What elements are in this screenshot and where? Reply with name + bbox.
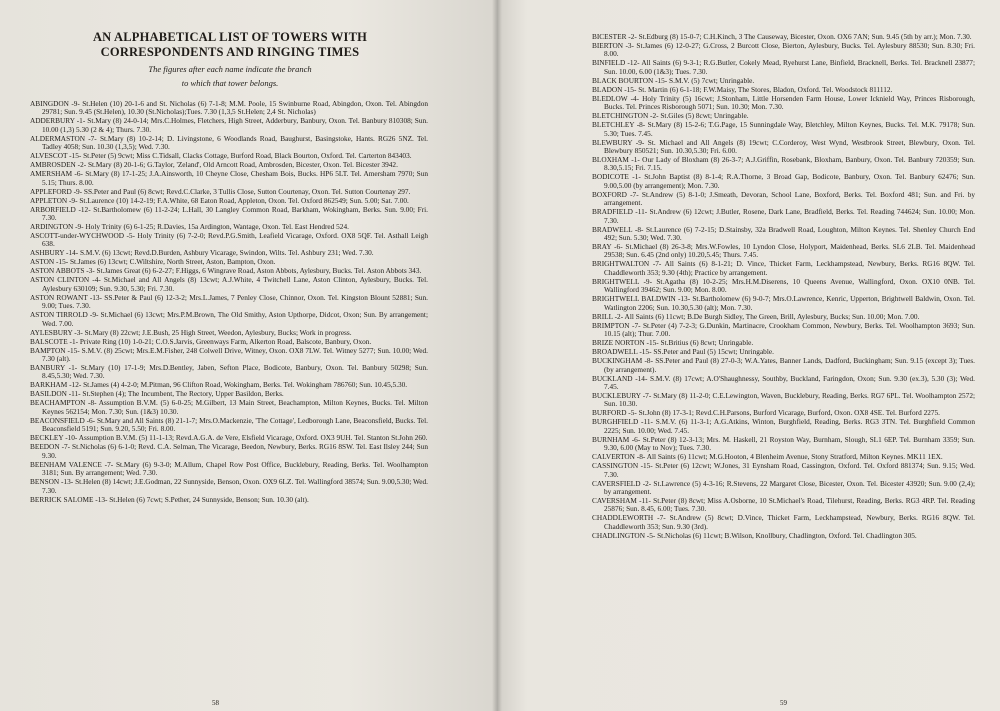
tower-entry: BUCKLEBURY -7- St.Mary (8) 11-2-0; C.E.Lewington, Waven, Bucklebury, Reading, Berks. RG7 6PL. Tel. Woolhampton 2572; Sun. 10.30. [592, 390, 975, 409]
tower-entry: BAMPTON -15- S.M.V. (8) 25cwt; Mrs.E.M.Fisher, 248 Colwell Drive, Witney, Oxon. OX8 7LW. Tel. Witney 5277; Sun. 10.00; Wed. 7.30 (alt). [30, 345, 428, 364]
tower-entry: BRIGHTWELL -9- St.Agatha (8) 10-2-25; Mrs.H.M.Diserens, 10 Queens Avenue, Wallingford, Oxon. OX10 0NB. Tel. Wallingford 39462; Sun. 9.00; Mon. 8.00. [592, 276, 975, 295]
tower-entry: APPLETON -9- St.Laurence (10) 14-2-19; F.A.White, 68 Eaton Road, Appleton, Oxon. Tel. Oxford 862549; Sun. 5.00; Sat. 7.00. [30, 195, 409, 205]
tower-entry: CHADDLEWORTH -7- St.Andrew (5) 8cwt; D.Vince, Thicket Farm, Leckhampstead, Newbury, Berks. RG16 8QW. Tel. Chaddleworth 353; Sun. 9.30 (3rd). [592, 513, 975, 531]
tower-entry: BICESTER -2- St.Edburg (8) 15-0-7; C.H.Kinch, 3 The Causeway, Bicester, Oxon. OX6 7AN; Sun. 9.45 (5th by arr.); Mon. 7.30. [592, 32, 972, 41]
tower-entry: BLETCHLEY -8- St.Mary (8) 15-2-6; T.G.Page, 15 Sunningdale Way, Bletchley, Milton Keynes, Bucks. Tel. M.K. 79178; Sun. 5.30; Tues. 7.45. [592, 120, 975, 138]
book-gutter [492, 0, 502, 711]
subtitle-line-1: The figures after each name indicate the branch [148, 64, 312, 74]
tower-entry: BRILL -2- All Saints (6) 11cwt; B.De Burgh Sidley, The Green, Brill, Aylesbury, Bucks; Sun. 10.00; Mon. 7.00. [592, 311, 920, 321]
right-page [497, 0, 1000, 711]
tower-entry: ASTON ROWANT -13- SS.Peter & Paul (6) 12-3-2; Mrs.L.James, 7 Penley Close, Chinnor, Oxon. Tel. Kingston Blount 52881; Sun. 9.00; Tues. 7.30. [30, 292, 428, 311]
tower-entry: BUCKINGHAM -8- SS.Peter and Paul (8) 27-0-3; W.A.Yates, Banner Lands, Dadford, Buckingham; Sun. 9.15 (except 3); Tues. (by arrangement). [592, 356, 975, 374]
title-line-2: CORRESPONDENTS AND RINGING TIMES [100, 45, 360, 59]
left-page [0, 0, 497, 711]
tower-entry: ADDERBURY -1- St.Mary (8) 24-0-14; Mrs.C.Holmes, Fletchers, High Street, Adderbury, Banbury, Oxon. Tel. Banbury 810308; Sun. 10.00 (1,3) 5.30 (2 & 4); Thurs. 7.30. [30, 116, 428, 134]
tower-entry: BRIGHTWALTON -7- All Saints (6) 8-1-21; D. Vince, Thicket Farm, Leckhampstead, Newbury, Berks. RG16 8QW. Tel. Chaddleworth 353; 9.30 (4th); Practice by arrangement. [592, 259, 975, 277]
tower-entry: ASCOTT-under-WYCHWOOD -5- Holy Trinity (6) 7-2-0; Revd.P.G.Smith, Leafield Vicarage, Oxford. OX8 5QF. Tel. Asthall Leigh 638. [30, 231, 428, 249]
tower-entry: CAVERSHAM -11- St.Peter (8) 8cwt; Miss A.Osborne, 10 St.Michael's Road, Tilehurst, Reading, Berks. RG3 4RP. Tel. Reading 25876; Sun. 8.45, 6.00; Tues. 7.30. [592, 495, 975, 514]
tower-entry: ASTON TIRROLD -9- St.Michael (6) 13cwt; Mrs.P.M.Brown, The Old Smithy, Aston Upthorpe, Didcot, Oxon; Sun. By arrangement; Wed. 7.00. [30, 310, 428, 328]
tower-entry: CHADLINGTON -5- St.Nicholas (6) 11cwt; B.Wilson, Knollbury, Chadlington, Oxford. Tel. Chadlington 305. [592, 530, 917, 540]
tower-entry: ASTON ABBOTS -3- St.James Great (6) 6-2-27; F.Higgs, 6 Wingrave Road, Aston Abbots, Aylesbury, Bucks. Tel. Aston Abbots 343. [30, 266, 422, 276]
tower-entry: BEENHAM VALENCE -7- St.Mary (6) 9-3-0; M.Allum, Chapel Row Post Office, Bucklebury, Reading, Berks. Tel. Woolhampton 3181; Sun. By arrangement; Wed. 7.30. [30, 459, 428, 478]
tower-entry: BURNHAM -6- St.Peter (8) 12-3-13; Mrs. M. Haskell, 21 Royston Way, Burnham, Slough, SL1 6EP. Tel. Burnham 3359; Sun. 9.30, 6.00 (May to Nov); Tues. 7.30. [592, 434, 975, 453]
tower-entry: AMERSHAM -6- St.Mary (8) 17-1-25; J.A.Ainsworth, 10 Cheyne Close, Chesham Bois, Bucks. HP6 5LT. Tel. Amersham 7970; Sun 5.15; Thurs. 8.00. [30, 169, 428, 187]
tower-entry: BRADFIELD -11- St.Andrew (6) 12cwt; J.Butler, Rosene, Dark Lane, Bradfield, Berks. Tel. Reading 744624; Sun. 10.00; Mon. 7.30. [592, 207, 975, 225]
tower-entry: BANBURY -1- St.Mary (10) 17-1-9; Mrs.D.Bentley, Jaben, Sefton Place, Bodicote, Banbury, Oxon. Tel. Banbury 50298; Sun. 8.45,5.30; Wed. 7.30. [30, 363, 428, 381]
tower-list-right [592, 33, 975, 541]
page-heading [70, 30, 390, 88]
tower-entry: BLOXHAM -1- Our Lady of Bloxham (8) 26-3-7; A.J.Griffin, Rosebank, Bloxham, Banbury, Oxon. Tel. Banbury 720359; Sun. 8.30,5.15; Fri. 7.15. [592, 155, 975, 173]
tower-entry: APPLEFORD -9- SS.Peter and Paul (6) 8cwt; Revd.C.Clarke, 3 Tullis Close, Sutton Courtenay, Oxon. Tel. Sutton Courtenay 297. [30, 186, 411, 196]
title-line-1: AN ALPHABETICAL LIST OF TOWERS WITH [92, 30, 368, 44]
tower-entry: BODICOTE -1- St.John Baptist (8) 8-1-4; R.A.Thorne, 3 Broad Gap, Bodicote, Banbury, Oxon. Tel. Banbury 62476; Sun. 9.00,5.00 (by arrangement); Mon. 7.30. [592, 172, 975, 190]
tower-entry: ALVESCOT -15- St.Peter (5) 9cwt; Miss C.Tidsall, Clacks Cottage, Burford Road, Black Bourton, Oxford. Tel. Carterton 843403. [30, 151, 412, 161]
tower-entry: BURGHFIELD -11- S.M.V. (6) 11-3-1; A.G.Atkins, Winton, Burghfield, Reading, Berks. RG3 3TN. Tel. Burghfield Common 2225; Sun. 10.00; Wed. 7.45. [592, 417, 975, 435]
tower-entry: BRIGHTWELL BALDWIN -13- St.Bartholomew (6) 9-0-7; Mrs.O.Lawrence, Kenric, Upperton, Brightwell Baldwin, Oxon. Tel. Watlington 2206; Sun. 10.30,5.30 (alt); Mon. 7.30. [592, 294, 975, 312]
tower-entry: ALDERMASTON -7- St.Mary (8) 10-2-14; D. Livingstone, 6 Woodlands Road, Baughurst, Basingstoke, Hants. RG26 5NZ. Tel. Tadley 4058; Sun. 10.30 (1,3,5); Wed. 7.30. [30, 133, 428, 152]
tower-entry: BINFIELD -12- All Saints (6) 9-3-1; R.G.Butler, Cokely Mead, Ryehurst Lane, Binfield, Bracknell, Berks. Tel. Bracknell 23877; Sun. 10.00, 6.00 (1&3); Tues. 7.30. [592, 58, 975, 76]
tower-entry: BLACK BOURTON -15- S.M.V. (5) 7cwt; Unringable. [592, 75, 755, 85]
tower-entry: BEACONSFIELD -6- St.Mary and All Saints (8) 21-1-7; Mrs.O.Mackenzie, 'The Cottage', Ledborough Lane, Beaconsfield, Bucks. Tel. Beaconsfield 5191; Sun. 9.20, 5.50; Fri. 8.00. [30, 415, 428, 434]
tower-entry: BENSON -13- St.Helen (8) 14cwt; J.E.Godman, 22 Sunnyside, Benson, Oxon. OX9 6LZ. Tel. Wallingford 38574; Sun. 9.00,5.30; Wed. 7.30. [30, 477, 428, 495]
tower-entry: BEACHAMPTON -8- Assumption B.V.M. (5) 6-0-25; M.Gilbert, 13 Main Street, Beachampton, Milton Keynes, Bucks. Tel. Milton Keynes 562154; Mon. 7.30; Sun. (1&3) 10.30. [30, 398, 428, 416]
tower-entry: CAVERSFIELD -2- St.Lawrence (5) 4-3-16; R.Stevens, 22 Margaret Close, Bicester, Oxon. Tel. Bicester 43920; Sun. 9.00 (2,4); by arrangement. [592, 478, 975, 496]
tower-entry: ASHBURY -14- S.M.V. (6) 13cwt; Revd.D.Burden, Ashbury Vicarage, Swindon, Wilts. Tel. Ashbury 231; Wed. 7.30. [30, 248, 374, 258]
page-number-left: 58 [212, 699, 219, 707]
tower-entry: BLADON -15- St. Martin (6) 6-1-18; F.W.Maisy, The Stores, Bladon, Oxford. Tel. Woodstock 811112. [592, 84, 893, 94]
tower-entry: BASILDON -11- St.Stephen (4); The Incumbent, The Rectory, Upper Basildon, Berks. [30, 389, 284, 399]
tower-entry: BRAY -6- St.Michael (8) 26-3-8; Mrs.W.Fowles, 10 Lyndon Close, Holyport, Maidenhead, Berks. SL6 2LB. Tel. Maidenhead 29538; Sun. 6.45 (2nd only) 10.20,5.45; Thurs. 7.45. [592, 242, 975, 260]
tower-entry: BLEWBURY -9- St. Michael and All Angels (8) 19cwt; C.Corderoy, West Wynd, Westbrook Street, Blewbury, Oxon. Tel. Blewbury 850521; Sun. 10.30,5.30; Fri. 6.00. [592, 137, 975, 156]
tower-entry: ASTON -15- St.James (6) 13cwt; C.Wiltshire, North Street, Aston, Bampton, Oxon. [30, 257, 276, 267]
tower-entry: BRADWELL -8- St.Laurence (6) 7-2-15; D.Stainsby, 32a Bradwell Road, Loughton, Milton Keynes. Tel. Shenley Church End 492; Sun. 5.30; Wed. 7.30. [592, 224, 975, 243]
tower-entry: BLEDLOW -4- Holy Trinity (5) 16cwt; J.Stonham, Little Horsenden Farm House, Lower Icknield Way, Princes Risborough, Bucks. Tel. Princes Risborough 5071; Sun. 10.30; Mon. 7.30. [592, 93, 975, 112]
tower-entry: BOXFORD -7- St.Andrew (5) 8-1-0; J.Smeath, Devoran, School Lane, Boxford, Berks. Tel. Boxford 481; Sun. and Fri. by arrangement. [592, 189, 975, 208]
tower-entry: BECKLEY -10- Assumption B.V.M. (5) 11-1-13; Revd.A.G.A. de Vere, Elsfield Vicarage, Oxford. OX3 9UH. Tel. Stanton St.John 260. [30, 433, 428, 443]
tower-list-left [30, 100, 428, 505]
tower-entry: BARKHAM -12- St.James (4) 4-2-0; M.Pitman, 96 Clifton Road, Wokingham, Berks. Tel. Wokingham 786760; Sun. 10.45,5.30. [30, 380, 408, 390]
subtitle-line-2: to which that tower belongs. [181, 78, 279, 88]
tower-entry: ARBORFIELD -12- St.Bartholomew (6) 11-2-24; L.Hall, 30 Langley Common Road, Barkham, Wokingham, Berks. Sun. 9.00; Fri. 7.30. [30, 204, 428, 223]
tower-entry: AMBROSDEN -2- St.Mary (8) 20-1-6; G.Taylor, 'Zeland', Old Arncott Road, Ambrosden, Bicester, Oxon. Tel. Bicester 3942. [30, 160, 398, 170]
tower-entry: BERRICK SALOME -13- St.Helen (6) 7cwt; S.Pether, 24 Sunnyside, Benson; Sun. 10.30 (alt). [30, 494, 309, 504]
tower-entry: ARDINGTON -9- Holy Trinity (6) 6-1-25; R.Davies, 15a Ardington, Wantage, Oxon. Tel. East Hendred 524. [30, 222, 349, 232]
tower-entry: CASSINGTON -15- St.Peter (6) 12cwt; W.Jones, 31 Eynsham Road, Cassington, Oxford. Tel. Oxford 881374; Sun. 9.15; Wed. 7.30. [592, 461, 975, 479]
tower-entry: BUCKLAND -14- S.M.V. (8) 17cwt; A.O'Shaughnessy, Southby, Buckland, Faringdon, Oxon; Sun. 9.30 (ex.3), 5.30 (3); Wed. 7.45. [592, 373, 975, 391]
tower-entry: BRIZE NORTON -15- St.Britius (6) 8cwt; Unringable. [592, 338, 754, 348]
tower-entry: AYLESBURY -3- St.Mary (8) 22cwt; J.E.Bush, 25 High Street, Weedon, Aylesbury, Bucks; Work in progress. [30, 327, 352, 337]
tower-entry: CALVERTON -8- All Saints (6) 11cwt; M.G.Hooton, 4 Blenheim Avenue, Stony Stratford, Milton Keynes. MK11 1EX. [592, 452, 943, 462]
tower-entry: BRIMPTON -7- St.Peter (4) 7-2-3; G.Dunkin, Martinacre, Crookham Common, Newbury, Berks. Tel. Woolhampton 3693; Sun. 10.15 (alt); Thur. 7.00. [592, 320, 975, 339]
page-number-right: 59 [780, 699, 787, 707]
tower-entry: ABINGDON -9- St.Helen (10) 20-1-6 and St. Nicholas (6) 7-1-8; M.M. Poole, 15 Swinburne Road, Abingdon, Oxon. Tel. Abingdon 29781; Sun. 9.45 (St.Helen), 10.30 (St.Nicholas);Tues. 7.30 (1,3,5 St.Helen; 2,4 St. Nicholas) [30, 99, 428, 117]
tower-entry: BLETCHINGTON -2- St.Giles (5) 8cwt; Unringable. [592, 111, 749, 121]
tower-entry: BALSCOTE -1- Private Ring (10) 1-0-21; C.O.S.Jarvis, Greenways Farm, Alkerton Road, Balscote, Banbury, Oxon. [30, 336, 372, 346]
tower-entry: ASTON CLINTON -4- St.Michael and All Angels (8) 13cwt; A.J.White, 4 Twitchell Lane, Aston Clinton, Aylesbury, Bucks. Tel. Aylesbury 630109; Sun. 9.30, 5.30; Fri. 7.30. [30, 275, 428, 293]
tower-entry: BEEDON -7- St.Nicholas (6) 6-1-0; Revd. C.A. Selman, The Vicarage, Beedon, Newbury, Berks. RG16 8SW. Tel. East Ilsley 244; Sun 9.30. [30, 442, 428, 460]
tower-entry: BROADWELL -15- SS.Peter and Paul (5) 15cwt; Unringable. [592, 347, 774, 357]
tower-entry: BIERTON -3- St.James (6) 12-0-27; G.Cross, 2 Burcott Close, Bierton, Aylesbury, Bucks. Tel. Aylesbury 88530; Sun. 8.30; Fri. 8.00. [592, 41, 975, 59]
tower-entry: BURFORD -5- St.John (8) 17-3-1; Revd.C.H.Parsons, Burford Vicarage, Burford, Oxon. OX8 4SE. Tel. Burford 2275. [592, 408, 940, 418]
